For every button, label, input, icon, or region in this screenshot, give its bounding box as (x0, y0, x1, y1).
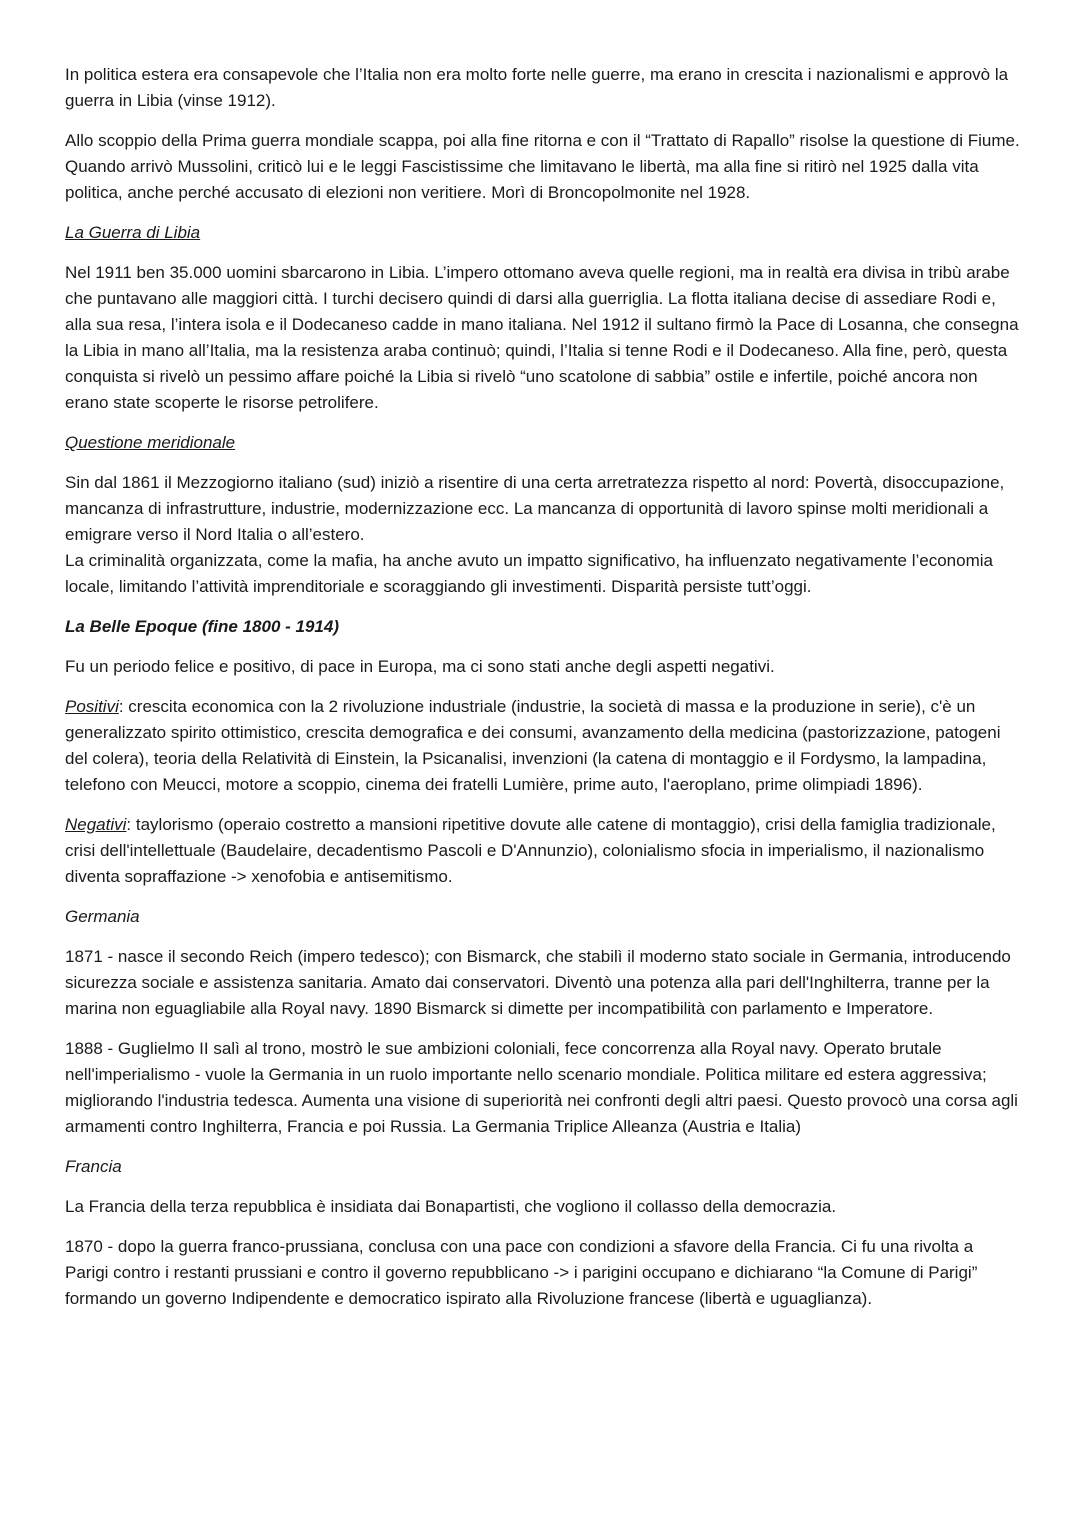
paragraph-germania-1888: 1888 - Guglielmo II salì al trono, mostrò le sue ambizioni coloniali, fece concorrenza alla Royal navy. Operato brutale nell'imperialismo - vuole la Germania in un ruolo importante nello scenario mondiale. Politica militare ed estera aggressiva; migliorando l'industria tedesca. Aumenta una visione di superiorità nei confronti degli altri paesi. Questo provocò una corsa agli armamenti contro Inghilterra, Francia e poi Russia. La Germania Triplice Alleanza (Austria e Italia) (65, 1039, 1018, 1136)
meridionale-text-2: La criminalità organizzata, come la mafia, ha anche avuto un impatto significativo, ha influenzato negativamente l’economia locale, limitando l’attività imprenditoriale e scoraggiando gli investimenti. Disparità persiste tutt’oggi. (65, 551, 993, 596)
paragraph-positivi (65, 694, 1020, 798)
meridionale-text-1: Sin dal 1861 il Mezzogiorno italiano (sud) iniziò a risentire di una certa arretratezza rispetto al nord: Povertà, disoccupazione, mancanza di infrastrutture, industrie, modernizzazione ecc. La mancanza di opportunità di lavoro spinse molti meridionali a emigrare verso il Nord Italia o all’estero. (65, 473, 1005, 544)
heading-germania: Germania (65, 907, 140, 926)
negativi-label: Negativi (65, 815, 127, 834)
paragraph-belle-epoque-intro: Fu un periodo felice e positivo, di pace in Europa, ma ci sono stati anche degli aspetti negativi. (65, 657, 775, 676)
negativi-text: : taylorismo (operaio costretto a mansioni ripetitive dovute alle catene di montaggio), crisi della famiglia tradizionale, crisi dell'intellettuale (Baudelaire, decadentismo Pascoli e D'Annunzio), colonialismo sfocia in imperialismo, il nazionalismo diventa sopraffazione -> xenofobia e antisemitismo. (65, 815, 996, 886)
paragraph-guerra-libia: Nel 1911 ben 35.000 uomini sbarcarono in Libia. L’impero ottomano aveva quelle regioni, ma in realtà era divisa in tribù arabe che puntavano alle maggiori città. I turchi decisero quindi di darsi alla guerriglia. La flotta italiana decise di assediare Rodi e, alla sua resa, l’intera isola e il Dodecaneso cadde in mano italiana. Nel 1912 il sultano firmò la Pace di Losanna, che consegna la Libia in mano all’Italia, ma la resistenza araba continuò; quindi, l’Italia si tenne Rodi e il Dodecaneso. Alla fine, però, questa conquista si rivelò un pessimo affare poiché la Libia si rivelò “uno scatolone di sabbia” ostile e infertile, poiché ancora non erano state scoperte le risorse petrolifere. (65, 263, 1019, 412)
paragraph-questione-meridionale (65, 470, 1020, 600)
paragraph-prima-guerra: Allo scoppio della Prima guerra mondiale scappa, poi alla fine ritorna e con il “Trattato di Rapallo” risolse la questione di Fiume. Quando arrivò Mussolini, criticò lui e le leggi Fascistissime che limitavano le libertà, ma alla fine si ritirò nel 1925 dalla vita politica, anche perché accusato di elezioni non veritiere. Morì di Broncopolmonite nel 1928. (65, 131, 1020, 202)
paragraph-germania-1871: 1871 - nasce il secondo Reich (impero tedesco); con Bismarck, che stabilì il moderno stato sociale in Germania, introducendo sicurezza sociale e assistenza sanitaria. Amato dai conservatori. Diventò una potenza alla pari dell'Inghilterra, tranne per la marina non eguagliabile alla Royal navy. 1890 Bismarck si dimette per incompatibilità con parlamento e Imperatore. (65, 947, 1011, 1018)
paragraph-negativi (65, 812, 1020, 890)
positivi-label: Positivi (65, 697, 119, 716)
heading-questione-meridionale: Questione meridionale (65, 433, 236, 452)
heading-belle-epoque: La Belle Epoque (fine 1800 - 1914) (65, 617, 339, 636)
document-page (65, 62, 1020, 1326)
heading-francia: Francia (65, 1157, 122, 1176)
heading-guerra-libia: La Guerra di Libia (65, 223, 201, 242)
positivi-text: : crescita economica con la 2 rivoluzione industriale (industrie, la società di massa e la produzione in serie), c'è un generalizzato spirito ottimistico, crescita demografica e dei consumi, avanzamento della medicina (pastorizzazione, patogeni del colera), teoria della Relatività di Einstein, la Psicanalisi, invenzioni (la catena di montaggio e il Fordysmo, la lampadina, telefono con Meucci, motore a scoppio, cinema dei fratelli Lumière, prime auto, l'aeroplano, prime olimpiadi 1896). (65, 697, 1001, 794)
paragraph-francia-1870: 1870 - dopo la guerra franco-prussiana, conclusa con una pace con condizioni a sfavore della Francia. Ci fu una rivolta a Parigi contro i restanti prussiani e contro il governo repubblicano -> i parigini occupano e dichiarano “la Comune di Parigi” formando un governo Indipendente e democratico ispirato alla Rivoluzione francese (libertà e uguaglianza). (65, 1237, 978, 1308)
paragraph-francia-repubblica: La Francia della terza repubblica è insidiata dai Bonapartisti, che vogliono il collasso della democrazia. (65, 1197, 837, 1216)
paragraph-politica-estera: In politica estera era consapevole che l’Italia non era molto forte nelle guerre, ma erano in crescita i nazionalismi e approvò la guerra in Libia (vinse 1912). (65, 65, 1009, 110)
